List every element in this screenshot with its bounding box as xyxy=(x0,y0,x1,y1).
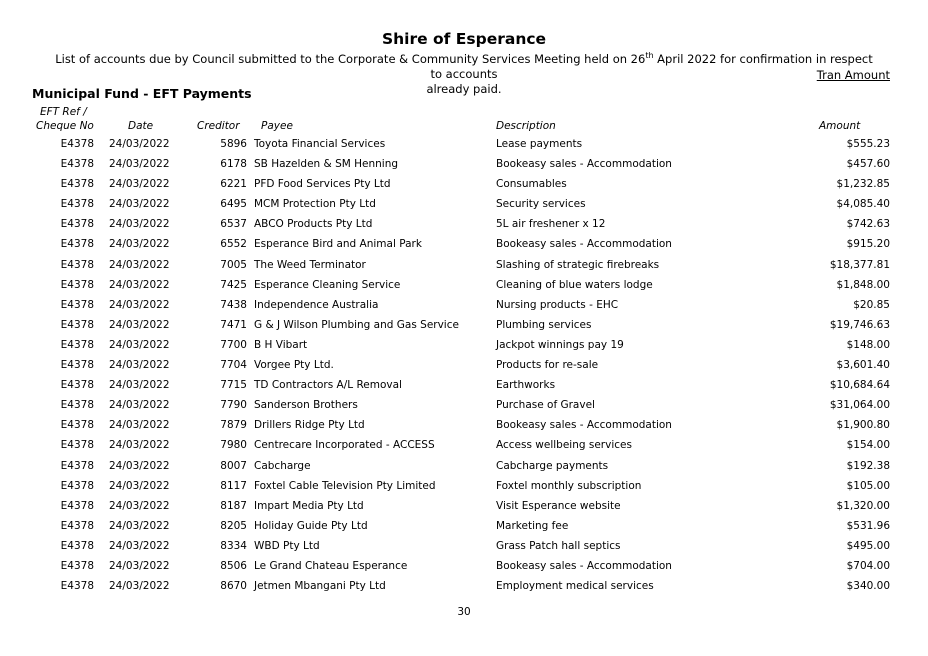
cell-creditor: 7005 xyxy=(220,258,247,271)
cell-ref: E4378 xyxy=(60,399,94,412)
cell-ref: E4378 xyxy=(60,338,94,351)
cell-payee: SB Hazelden & SM Henning xyxy=(254,158,399,171)
cell-amount: $4,085.40 xyxy=(836,198,890,211)
cell-date: 24/03/2022 xyxy=(109,238,170,251)
cell-description: Lease payments xyxy=(496,138,583,150)
cell-description: Cabcharge payments xyxy=(496,459,609,472)
cell-description: Earthworks xyxy=(496,379,556,392)
cell-date: 24/03/2022 xyxy=(109,178,170,191)
table-row xyxy=(0,415,928,435)
cell-payee: B H Vibart xyxy=(254,338,308,351)
cell-date: 24/03/2022 xyxy=(109,258,170,271)
cell-date: 24/03/2022 xyxy=(109,580,170,593)
cell-description: Bookeasy sales - Accommodation xyxy=(496,158,672,171)
column-header-amount: Amount xyxy=(819,120,861,132)
cell-description: Products for re-sale xyxy=(496,359,599,372)
cell-payee: The Weed Terminator xyxy=(254,258,366,271)
table-row xyxy=(0,194,928,214)
cell-amount: $1,320.00 xyxy=(836,499,890,512)
cell-amount: $457.60 xyxy=(846,158,890,171)
cell-creditor: 8334 xyxy=(220,539,247,552)
cell-date: 24/03/2022 xyxy=(109,278,170,291)
cell-ref: E4378 xyxy=(60,439,94,452)
cell-date: 24/03/2022 xyxy=(109,198,170,211)
cell-creditor: 6178 xyxy=(220,158,247,171)
column-header-ref-line2: Cheque No xyxy=(36,120,94,132)
table-row xyxy=(0,435,928,455)
table-row xyxy=(0,295,928,315)
cell-description: 5L air freshener x 12 xyxy=(496,218,606,231)
cell-date: 24/03/2022 xyxy=(109,439,170,452)
cell-creditor: 7704 xyxy=(220,359,247,372)
cell-ref: E4378 xyxy=(60,158,94,171)
cell-creditor: 8506 xyxy=(220,559,247,572)
cell-amount: $3,601.40 xyxy=(836,359,890,372)
cell-payee: Vorgee Pty Ltd. xyxy=(254,359,334,372)
cell-ref: E4378 xyxy=(60,539,94,552)
cell-description: Foxtel monthly subscription xyxy=(496,479,642,492)
cell-payee: ABCO Products Pty Ltd xyxy=(254,218,373,231)
payments-table-body xyxy=(0,134,928,596)
cell-date: 24/03/2022 xyxy=(109,519,170,532)
cell-payee: PFD Food Services Pty Ltd xyxy=(254,178,391,191)
cell-payee: G & J Wilson Plumbing and Gas Service xyxy=(254,318,459,331)
table-row xyxy=(0,456,928,476)
cell-payee: Esperance Bird and Animal Park xyxy=(254,238,422,251)
cell-ref: E4378 xyxy=(60,580,94,593)
cell-date: 24/03/2022 xyxy=(109,539,170,552)
cell-creditor: 7471 xyxy=(220,318,247,331)
cell-amount: $192.38 xyxy=(846,459,890,472)
cell-creditor: 5896 xyxy=(220,138,247,150)
cell-payee: Impart Media Pty Ltd xyxy=(254,499,364,512)
subtitle-line-2: already paid. xyxy=(426,82,502,96)
cell-creditor: 6537 xyxy=(220,218,247,231)
table-row xyxy=(0,516,928,536)
cell-date: 24/03/2022 xyxy=(109,318,170,331)
column-header-creditor: Creditor xyxy=(197,120,240,132)
cell-payee: WBD Pty Ltd xyxy=(254,539,320,552)
column-header-description: Description xyxy=(496,120,556,132)
cell-amount: $1,900.80 xyxy=(836,419,890,432)
table-row xyxy=(0,255,928,275)
cell-payee: Holiday Guide Pty Ltd xyxy=(254,519,368,532)
cell-amount: $704.00 xyxy=(846,559,890,572)
cell-description: Visit Esperance website xyxy=(496,499,621,512)
table-row xyxy=(0,375,928,395)
cell-payee: Drillers Ridge Pty Ltd xyxy=(254,419,365,432)
table-row xyxy=(0,476,928,496)
cell-amount: $105.00 xyxy=(846,479,890,492)
cell-ref: E4378 xyxy=(60,519,94,532)
tran-amount-label: Tran Amount xyxy=(816,68,890,82)
table-row xyxy=(0,214,928,234)
document-title: Shire of Esperance xyxy=(381,30,547,48)
cell-date: 24/03/2022 xyxy=(109,499,170,512)
cell-description: Bookeasy sales - Accommodation xyxy=(496,238,672,251)
table-row xyxy=(0,134,928,154)
cell-date: 24/03/2022 xyxy=(109,138,170,150)
cell-payee: Sanderson Brothers xyxy=(254,399,358,412)
table-row xyxy=(0,315,928,335)
cell-description: Employment medical services xyxy=(496,580,654,593)
cell-creditor: 7438 xyxy=(220,298,247,311)
table-row xyxy=(0,275,928,295)
cell-payee: Toyota Financial Services xyxy=(254,138,386,150)
cell-creditor: 7879 xyxy=(220,419,247,432)
table-row xyxy=(0,174,928,194)
subtitle-text-end: April 2022 for confirmation in respect to accounts xyxy=(430,52,873,81)
cell-amount: $154.00 xyxy=(846,439,890,452)
table-row xyxy=(0,355,928,375)
cell-date: 24/03/2022 xyxy=(109,419,170,432)
cell-amount: $20.85 xyxy=(853,298,890,311)
cell-ref: E4378 xyxy=(60,218,94,231)
cell-amount: $742.63 xyxy=(846,218,890,231)
cell-creditor: 6495 xyxy=(220,198,247,211)
cell-amount: $915.20 xyxy=(846,238,890,251)
cell-ref: E4378 xyxy=(60,379,94,392)
cell-amount: $10,684.64 xyxy=(829,379,890,392)
cell-payee: Esperance Cleaning Service xyxy=(254,278,401,291)
cell-payee: Independence Australia xyxy=(254,298,379,311)
cell-date: 24/03/2022 xyxy=(109,399,170,412)
cell-description: Purchase of Gravel xyxy=(496,399,595,412)
cell-ref: E4378 xyxy=(60,359,94,372)
cell-payee: Cabcharge xyxy=(254,459,311,472)
cell-ref: E4378 xyxy=(60,238,94,251)
cell-ref: E4378 xyxy=(60,278,94,291)
cell-payee: TD Contractors A/L Removal xyxy=(254,379,402,392)
cell-date: 24/03/2022 xyxy=(109,218,170,231)
table-row xyxy=(0,496,928,516)
cell-description: Bookeasy sales - Accommodation xyxy=(496,419,672,432)
table-row xyxy=(0,234,928,254)
subtitle-superscript: th xyxy=(645,51,654,61)
cell-date: 24/03/2022 xyxy=(109,359,170,372)
cell-date: 24/03/2022 xyxy=(109,379,170,392)
cell-amount: $555.23 xyxy=(846,138,890,150)
table-row xyxy=(0,335,928,355)
cell-ref: E4378 xyxy=(60,499,94,512)
cell-ref: E4378 xyxy=(60,459,94,472)
column-header-date: Date xyxy=(128,120,154,132)
cell-creditor: 8205 xyxy=(220,519,247,532)
section-heading: Municipal Fund - EFT Payments xyxy=(32,86,252,101)
cell-ref: E4378 xyxy=(60,198,94,211)
cell-creditor: 6552 xyxy=(220,238,247,251)
cell-date: 24/03/2022 xyxy=(109,298,170,311)
cell-date: 24/03/2022 xyxy=(109,459,170,472)
table-row xyxy=(0,536,928,556)
cell-creditor: 8187 xyxy=(220,499,247,512)
cell-description: Nursing products - EHC xyxy=(496,298,619,311)
cell-ref: E4378 xyxy=(60,138,94,150)
table-row xyxy=(0,154,928,174)
cell-creditor: 7715 xyxy=(220,379,247,392)
cell-description: Jackpot winnings pay 19 xyxy=(496,338,624,351)
cell-amount: $340.00 xyxy=(846,580,890,593)
cell-date: 24/03/2022 xyxy=(109,559,170,572)
cell-description: Marketing fee xyxy=(496,519,569,532)
table-row xyxy=(0,395,928,415)
cell-ref: E4378 xyxy=(60,178,94,191)
cell-amount: $531.96 xyxy=(846,519,890,532)
cell-description: Plumbing services xyxy=(496,318,592,331)
cell-description: Access wellbeing services xyxy=(496,439,632,452)
cell-description: Slashing of strategic firebreaks xyxy=(496,258,660,271)
cell-ref: E4378 xyxy=(60,559,94,572)
cell-description: Security services xyxy=(496,198,586,211)
cell-date: 24/03/2022 xyxy=(109,479,170,492)
cell-date: 24/03/2022 xyxy=(109,158,170,171)
cell-amount: $18,377.81 xyxy=(829,258,890,271)
cell-ref: E4378 xyxy=(60,258,94,271)
column-header-payee: Payee xyxy=(261,120,293,132)
cell-creditor: 7700 xyxy=(220,338,247,351)
cell-payee: Foxtel Cable Television Pty Limited xyxy=(254,479,436,492)
cell-creditor: 8117 xyxy=(220,479,247,492)
cell-ref: E4378 xyxy=(60,419,94,432)
cell-payee: Jetmen Mbangani Pty Ltd xyxy=(254,580,386,593)
cell-amount: $1,232.85 xyxy=(836,178,890,191)
cell-ref: E4378 xyxy=(60,298,94,311)
cell-date: 24/03/2022 xyxy=(109,338,170,351)
column-header-ref-line1: EFT Ref / xyxy=(40,106,87,118)
cell-creditor: 8007 xyxy=(220,459,247,472)
cell-creditor: 6221 xyxy=(220,178,247,191)
cell-creditor: 7980 xyxy=(220,439,247,452)
cell-amount: $495.00 xyxy=(846,539,890,552)
cell-description: Consumables xyxy=(496,178,567,191)
cell-creditor: 7790 xyxy=(220,399,247,412)
cell-ref: E4378 xyxy=(60,479,94,492)
subtitle-text-start: List of accounts due by Council submitted to the Corporate & Community Services Meeting held on 26 xyxy=(55,52,646,66)
cell-description: Bookeasy sales - Accommodation xyxy=(496,559,672,572)
cell-amount: $31,064.00 xyxy=(829,399,890,412)
cell-creditor: 7425 xyxy=(220,278,247,291)
cell-creditor: 8670 xyxy=(220,580,247,593)
cell-amount: $148.00 xyxy=(846,338,890,351)
table-row xyxy=(0,576,928,596)
cell-ref: E4378 xyxy=(60,318,94,331)
cell-payee: MCM Protection Pty Ltd xyxy=(254,198,376,211)
cell-payee: Le Grand Chateau Esperance xyxy=(254,559,408,572)
cell-amount: $1,848.00 xyxy=(836,278,890,291)
page-number: 30 xyxy=(457,606,471,618)
cell-description: Cleaning of blue waters lodge xyxy=(496,278,653,291)
cell-payee: Centrecare Incorporated - ACCESS xyxy=(254,439,435,452)
cell-amount: $19,746.63 xyxy=(829,318,890,331)
cell-description: Grass Patch hall septics xyxy=(496,539,621,552)
table-row xyxy=(0,556,928,576)
